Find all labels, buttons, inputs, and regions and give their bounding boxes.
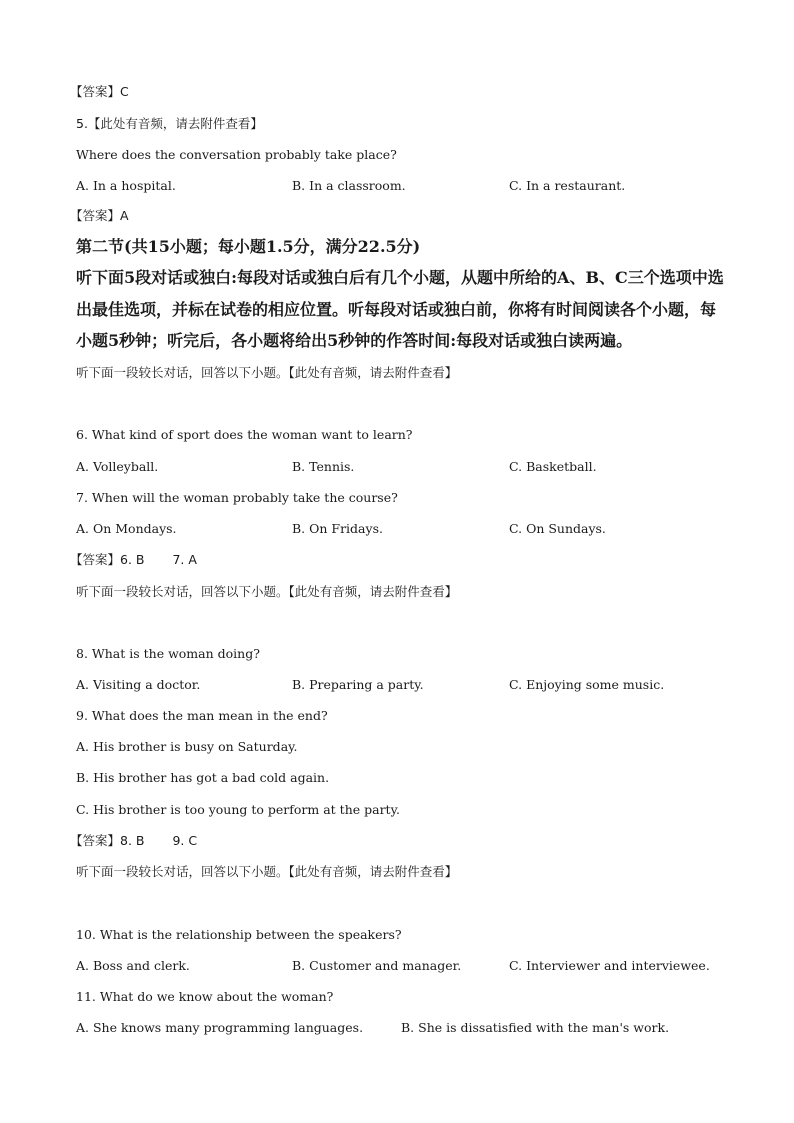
q10-option-a: A. Boss and clerk. — [76, 958, 190, 973]
question-5-text: Where does the conversation probably take place? — [76, 147, 397, 162]
answer-6: 【答案】6. B — [70, 552, 145, 567]
q7-option-c: C. On Sundays. — [509, 521, 606, 536]
instruction-line-2: 出最佳选项，并标在试卷的相应位置。听每段对话或独白前，你将有时间阅读各个小题，每 — [76, 300, 717, 319]
section-title: 第二节(共15小题；每小题1.5分，满分22.5分) — [76, 237, 421, 256]
question-11: 11. What do we know about the woman? — [76, 989, 334, 1004]
question-7: 7. When will the woman probably take the course? — [76, 490, 398, 505]
answer-6-7 — [70, 552, 197, 568]
q9-option-c: C. His brother is too young to perform at the party. — [76, 802, 400, 817]
q6-option-b: B. Tennis. — [292, 459, 355, 474]
q5-option-a: A. In a hospital. — [76, 178, 176, 193]
instruction-line-1: 听下面5段对话或独白:每段对话或独白后有几个小题，从题中所给的A、B、C三个选项中选 — [76, 268, 724, 287]
q11-option-a: A. She knows many programming languages. — [76, 1020, 364, 1035]
answer-top: 【答案】C — [70, 84, 129, 99]
q5-option-c: C. In a restaurant. — [509, 178, 626, 193]
q10-option-b: B. Customer and manager. — [292, 958, 462, 973]
answer-5: 【答案】A — [70, 208, 129, 223]
q7-option-b: B. On Fridays. — [292, 521, 383, 536]
q6-option-c: C. Basketball. — [509, 459, 597, 474]
q5-option-b: B. In a classroom. — [292, 178, 406, 193]
question-6: 6. What kind of sport does the woman want to learn? — [76, 427, 413, 442]
answer-8: 【答案】8. B — [70, 833, 145, 848]
question-8: 8. What is the woman doing? — [76, 646, 260, 661]
q8-option-a: A. Visiting a doctor. — [76, 677, 201, 692]
answer-9: 9. C — [172, 833, 198, 848]
q8-option-c: C. Enjoying some music. — [509, 677, 665, 692]
q6-option-a: A. Volleyball. — [76, 459, 159, 474]
question-10: 10. What is the relationship between the speakers? — [76, 927, 402, 942]
q7-option-a: A. On Mondays. — [76, 521, 177, 536]
q9-option-b: B. His brother has got a bad cold again. — [76, 770, 330, 785]
instruction-line-3: 小题5秒钟；听完后，各小题将给出5秒钟的作答时间:每段对话或独白读两遍。 — [76, 331, 633, 350]
answer-8-9 — [70, 833, 197, 849]
q9-option-a: A. His brother is busy on Saturday. — [76, 739, 298, 754]
q11-option-b: B. She is dissatisfied with the man's work. — [401, 1020, 670, 1035]
listen-prompt-1: 听下面一段较长对话，回答以下小题。【此处有音频，请去附件查看】 — [76, 365, 458, 380]
q8-option-b: B. Preparing a party. — [292, 677, 424, 692]
question-5-heading: 5.【此处有音频，请去附件查看】 — [76, 116, 263, 131]
listen-prompt-3: 听下面一段较长对话，回答以下小题。【此处有音频，请去附件查看】 — [76, 864, 458, 879]
listen-prompt-2: 听下面一段较长对话，回答以下小题。【此处有音频，请去附件查看】 — [76, 584, 458, 599]
q10-option-c: C. Interviewer and interviewee. — [509, 958, 710, 973]
answer-7: 7. A — [172, 552, 197, 567]
question-9: 9. What does the man mean in the end? — [76, 708, 328, 723]
